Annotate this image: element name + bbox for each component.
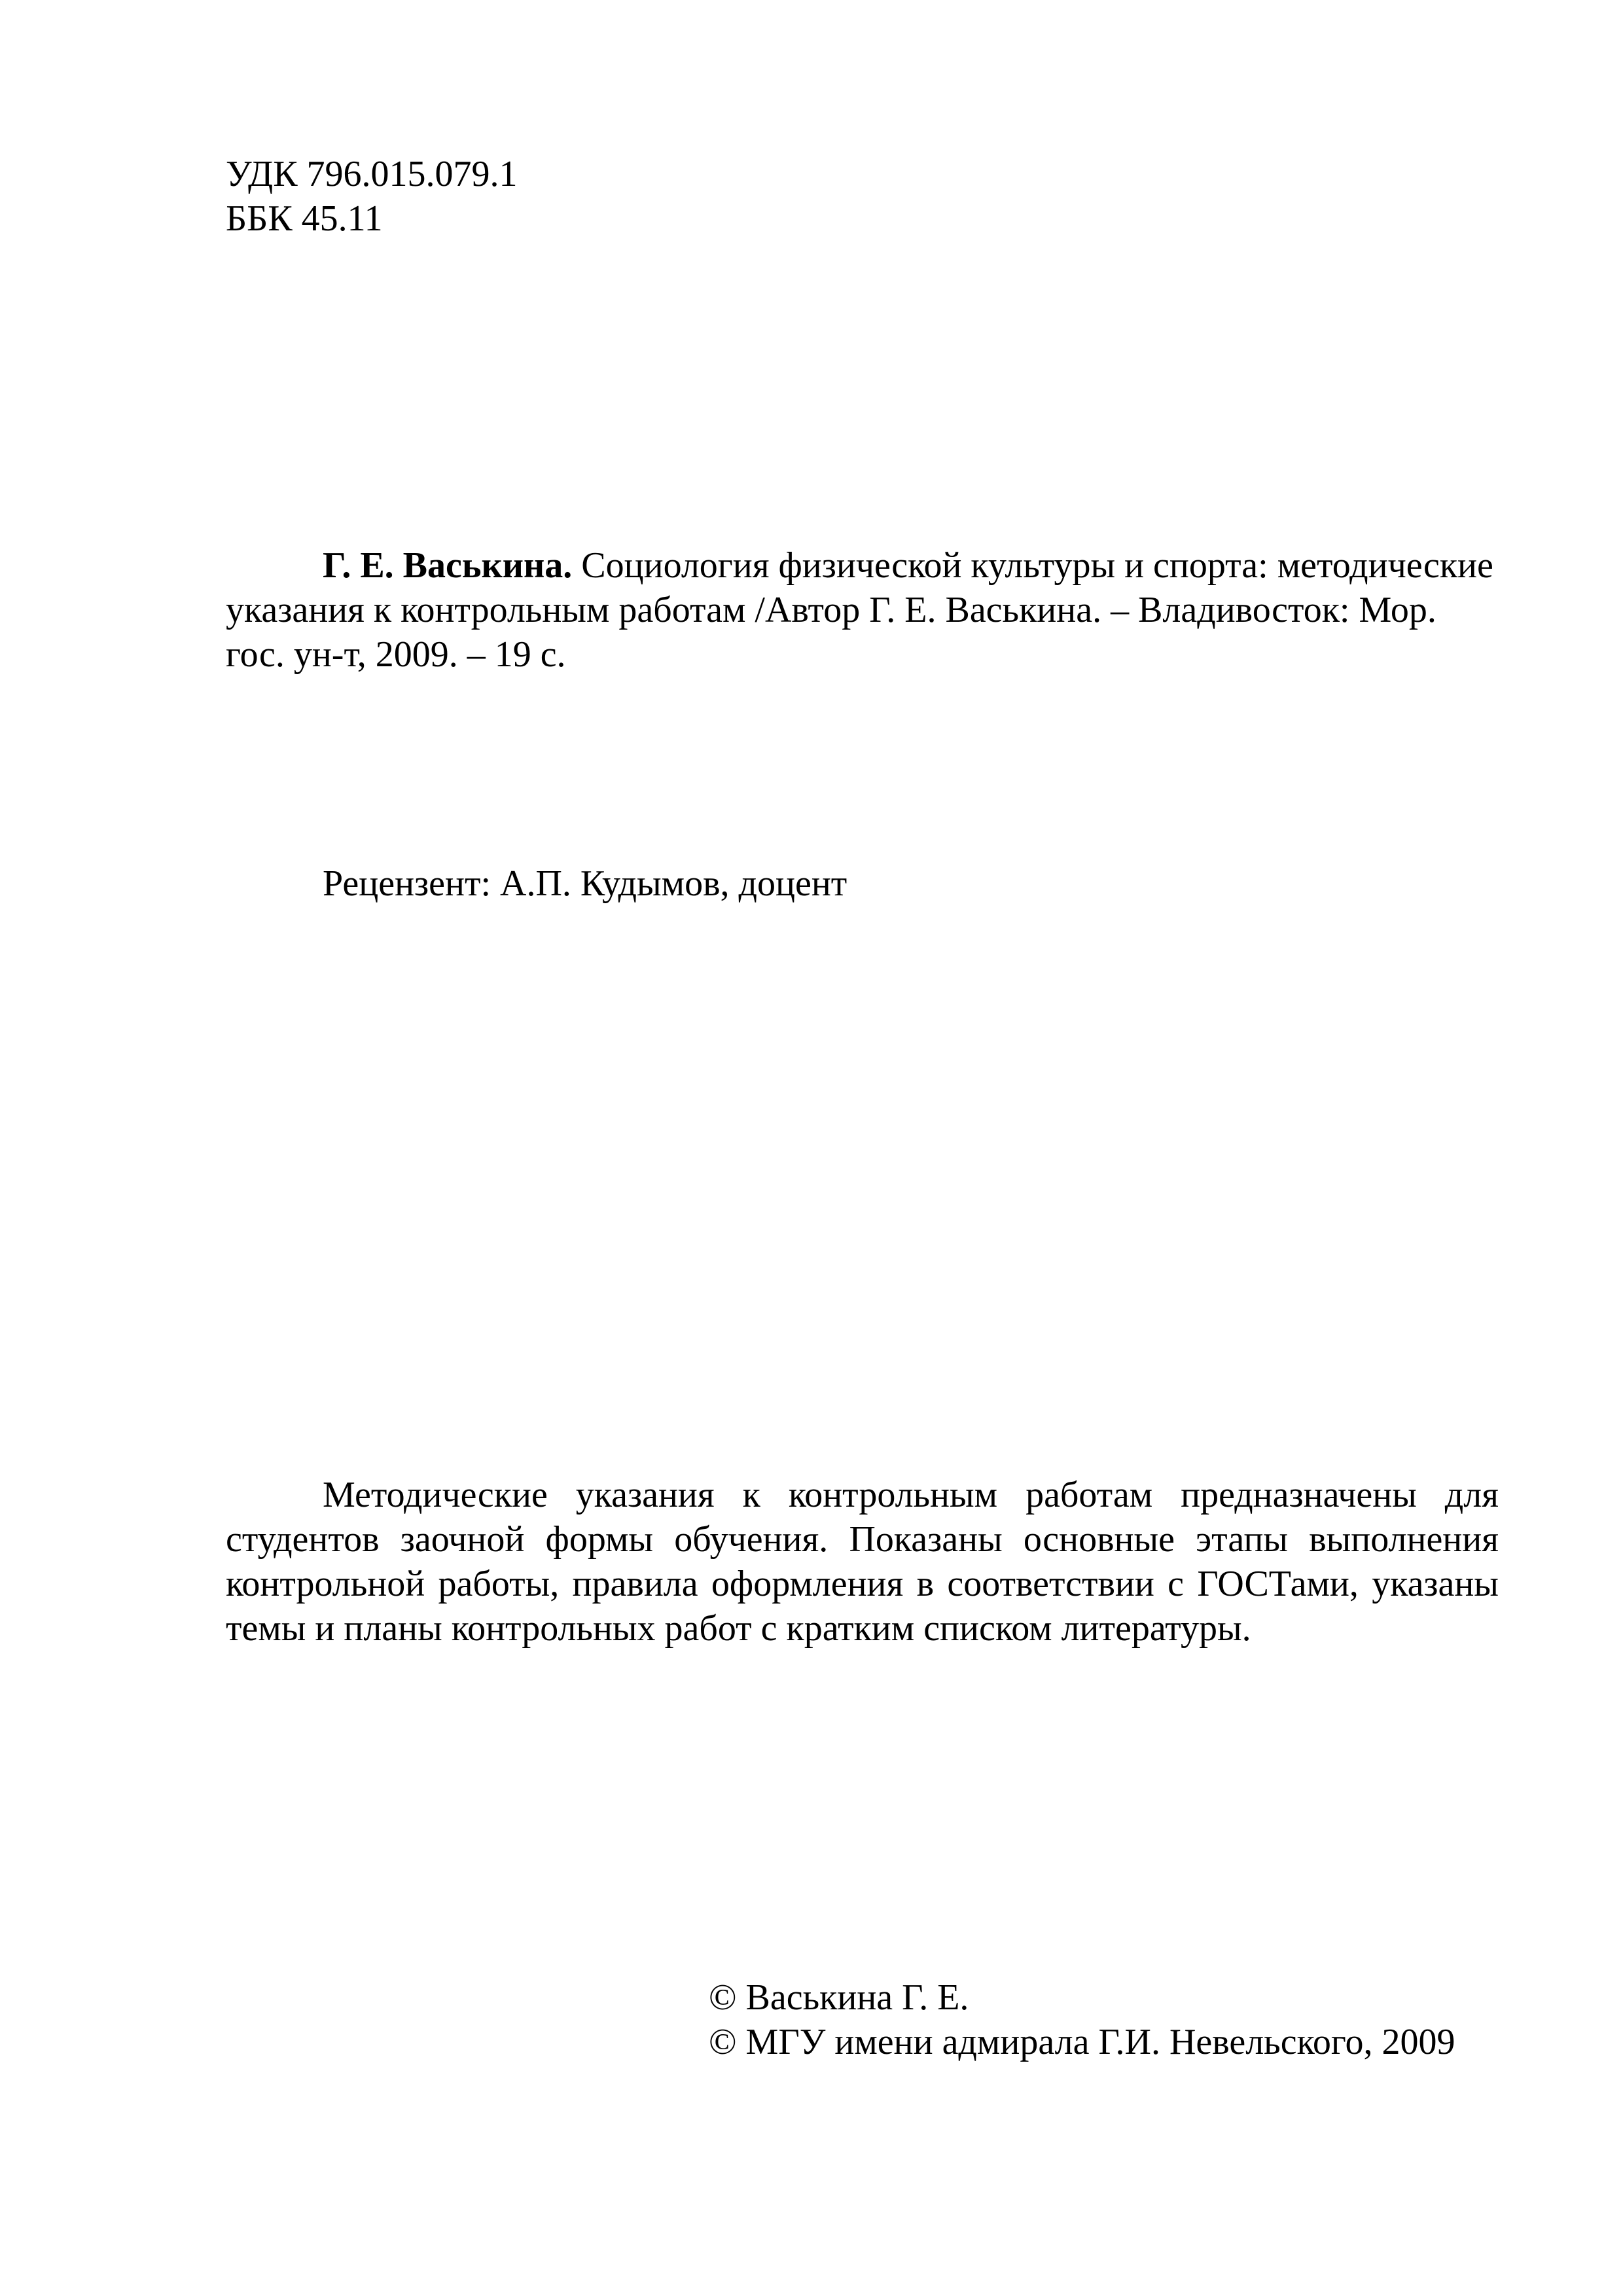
classification-codes <box>226 152 518 241</box>
citation-author: Г. Е. Васькина. <box>323 545 573 586</box>
annotation <box>226 1473 1499 1651</box>
bbk-code: ББК 45.11 <box>226 198 383 239</box>
reviewer-line: Рецензент: А.П. Кудымов, доцент <box>323 863 847 904</box>
annotation-paragraph: Методические указания к контрольным работам предназначены для студентов заочной формы обучения. Показаны основные этапы выполнения контрольной работы, правила оформления в соответствии с ГОСТами, указаны темы и планы контрольных работ с кратким списком литературы. <box>226 1475 1499 1649</box>
copyright-author: © Васькина Г. Е. <box>709 1977 969 2018</box>
bibliographic-citation <box>226 543 1495 677</box>
copyright-block <box>709 1975 1455 2064</box>
citation-text: Социология физической культуры и спорта: методические указания к контрольным работам /Автор Г. Е. Васькина. – Владивосток: Мор. гос. ун-т, 2009. – 19 с. <box>226 545 1493 675</box>
citation-paragraph <box>226 543 1495 677</box>
copyright-university: © МГУ имени адмирала Г.И. Невельского, 2009 <box>709 2022 1455 2062</box>
udk-code: УДК 796.015.079.1 <box>226 154 518 194</box>
